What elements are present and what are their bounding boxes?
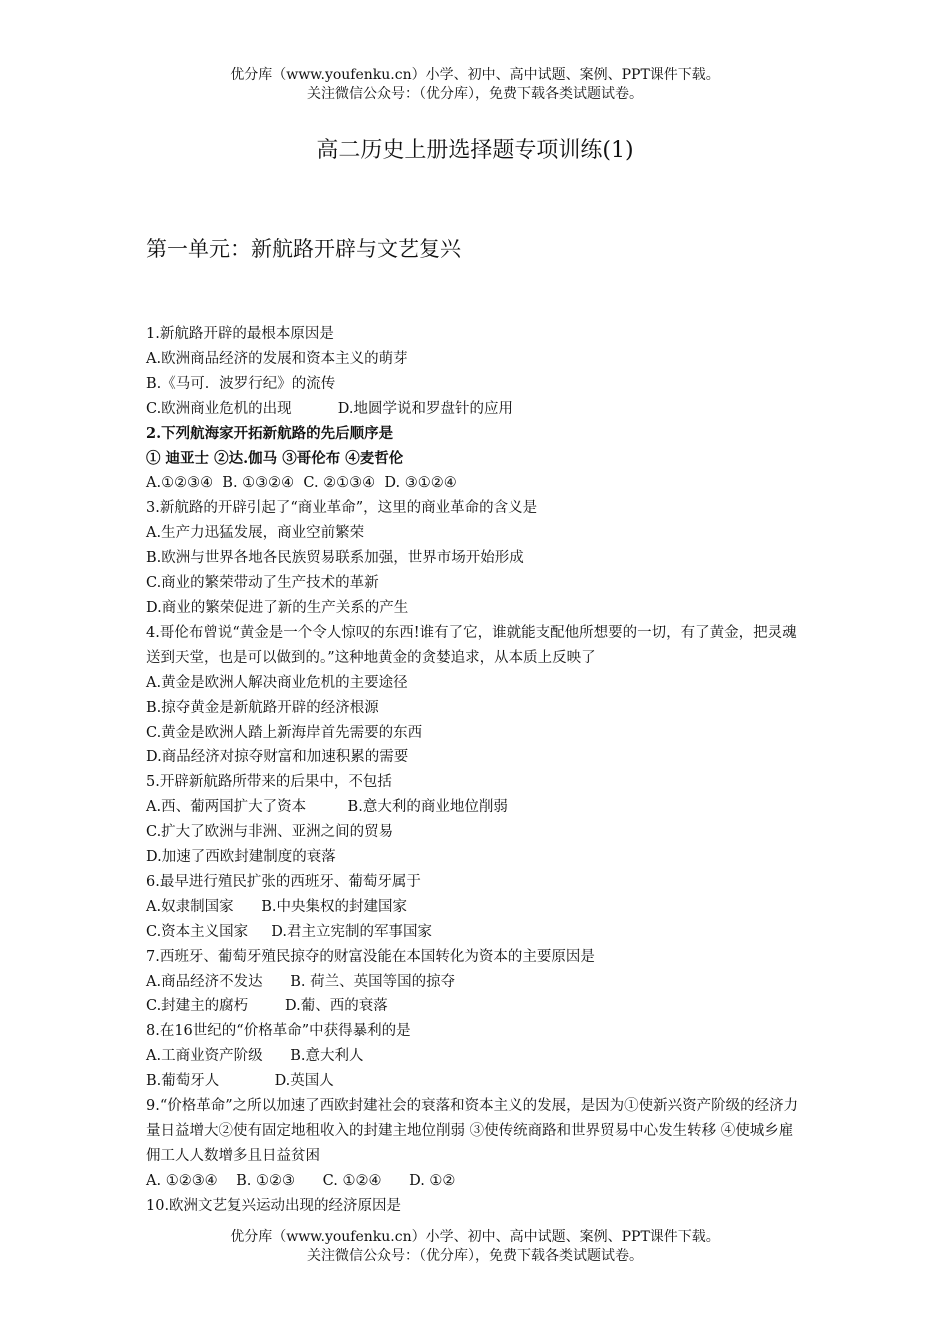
question-stem: 8.在16世纪的“价格革命”中获得暴利的是 [146, 1023, 411, 1040]
option-line: A.生产力迅猛发展，商业空前繁荣 [146, 525, 365, 542]
header-line-1: 优分库（www.youfenku.cn）小学、初中、高中试题、案例、PPT课件下载。 [230, 67, 720, 83]
option-line: C.商业的繁荣带动了生产技术的革新 [146, 575, 379, 592]
footer-line-2: 关注微信公众号：（优分库），免费下载各类试题试卷。 [307, 1248, 643, 1264]
option-line: A. ①②③④ B. ①②③ C. ①②④ D. ①② [146, 1172, 456, 1189]
option-line: D.商品经济对掠夺财富和加速积累的需要 [146, 749, 409, 766]
option-line: A.奴隶制国家 B.中央集权的封建国家 [146, 898, 407, 915]
question-stem: 4.哥伦布曾说“黄金是一个令人惊叹的东西!谁有了它，谁就能支配他所想要的一切，有了黄金，把灵魂送到天堂，也是可以做到的。”这种地黄金的贪婪追求，从本质上反映了 [146, 624, 797, 666]
question-stem: 3.新航路的开辟引起了“商业革命”，这里的商业革命的含义是 [146, 500, 538, 517]
question-stem: 10.欧洲文艺复兴运动出现的经济原因是 [146, 1197, 402, 1214]
option-line: C.封建主的腐朽 D.葡、西的衰落 [146, 998, 388, 1015]
question-stem: 6.最早进行殖民扩张的西班牙、葡萄牙属于 [146, 873, 421, 890]
option-line: C.黄金是欧洲人踏上新海岸首先需要的东西 [146, 724, 423, 741]
option-line: C.资本主义国家 D.君主立宪制的军事国家 [146, 923, 432, 940]
question-stem: 1.新航路开辟的最根本原因是 [146, 326, 334, 342]
option-line: D.商业的繁荣促进了新的生产关系的产生 [146, 599, 409, 616]
document-title: 高二历史上册选择题专项训练(1) [316, 138, 634, 163]
option-line: C.扩大了欧洲与非洲、亚洲之间的贸易 [146, 824, 394, 841]
option-line: A.①②③④ B. ①③②④ C. ②①③④ D. ③①②④ [146, 475, 457, 492]
option-line: C.欧洲商业危机的出现 D.地圆学说和罗盘针的应用 [146, 400, 513, 417]
option-line: D.加速了西欧封建制度的衰落 [146, 849, 336, 866]
option-line: B.欧洲与世界各地各民族贸易联系加强，世界市场开始形成 [146, 550, 524, 567]
option-line: B.葡萄牙人 D.英国人 [146, 1073, 334, 1090]
option-line: B.《马可．波罗行纪》的流传 [146, 375, 336, 392]
question-body [146, 322, 806, 1219]
option-line: A.西、葡两国扩大了资本 B.意大利的商业地位削弱 [146, 799, 508, 816]
option-line: B.掠夺黄金是新航路开辟的经济根源 [146, 699, 379, 716]
option-line: A.黄金是欧洲人解决商业危机的主要途径 [146, 674, 408, 691]
footer-line-1: 优分库（www.youfenku.cn）小学、初中、高中试题、案例、PPT课件下载。 [230, 1229, 720, 1245]
option-line: A.商品经济不发达 B. 荷兰、英国等国的掠夺 [146, 973, 456, 990]
page-footer [0, 1228, 950, 1266]
page-header [0, 66, 950, 104]
question-stem: 5.开辟新航路所带来的后果中，不包括 [146, 774, 392, 791]
question-stem: 2.下列航海家开拓新航路的先后顺序是 [146, 424, 394, 442]
question-stem: 9.“价格革命”之所以加速了西欧封建社会的衰落和资本主义的发展，是因为①使新兴资产阶级的经济力量日益增大②使有固定地租收入的封建主地位削弱 ③使传统商路和世界贸易中心发生转移 ④使城乡雇佣工人人数增多且日益贫困 [146, 1098, 799, 1164]
option-line: A.欧洲商品经济的发展和资本主义的萌芽 [146, 350, 408, 367]
question-stem: 7.西班牙、葡萄牙殖民掠夺的财富没能在本国转化为资本的主要原因是 [146, 948, 595, 965]
header-line-2: 关注微信公众号：（优分库），免费下载各类试题试卷。 [307, 86, 643, 102]
question-items: ① 迪亚士 ②达.伽马 ③哥伦布 ④麦哲伦 [146, 449, 404, 467]
option-line: A.工商业资产阶级 B.意大利人 [146, 1048, 364, 1065]
unit-heading: 第一单元：新航路开辟与文艺复兴 [146, 237, 461, 261]
